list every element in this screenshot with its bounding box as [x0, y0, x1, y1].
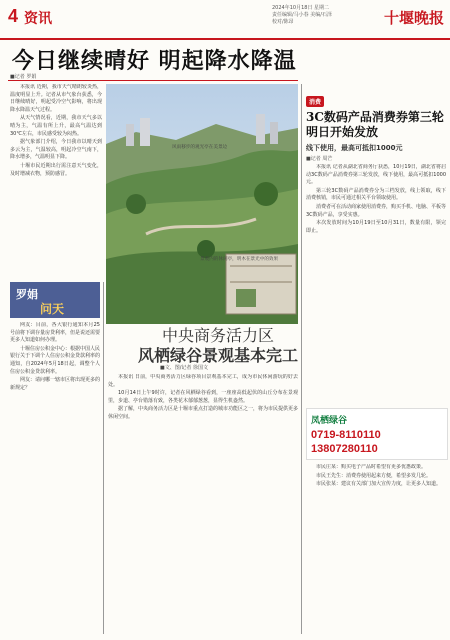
- paragraph: 本报讯 日前，中央商务活力区绿谷项目景观基本完工，成为市民休闲游玩的好去处。: [108, 374, 298, 388]
- tip: 市民张某：建议有关部门加大宣传力度，让更多人知道。: [316, 481, 442, 488]
- photo-caption: 风雨移步的观光亭在美景边: [172, 145, 228, 150]
- paragraph: 据了解，中央商务活力区是十堰市重点打造的城市功能区之一，将为市民提供更多休闲空间。: [108, 406, 298, 420]
- sub-byline: ■文、图/记者 徐国文: [160, 365, 208, 371]
- right-column-divider: [301, 84, 302, 634]
- ad-phone-1: 0719-8110110: [311, 429, 381, 441]
- sub-article-subtitle: 风栖绿谷景观基本完工: [137, 346, 298, 365]
- ad-brand: 凤栖绿谷: [311, 416, 348, 426]
- paragraph: 消费者可在活动商家使用消费券，购买手机、电脑、平板等3C数码产品，享受实惠。: [306, 203, 446, 218]
- paragraph: 据气象部门介绍，今日我市以晴天到多云为主，气温较高，明起冷空气南下，降水增多，气温明显下降。: [10, 139, 102, 161]
- paragraph: 从天气情况看，近期，我市天气多以晴为主，气温有所上升，最高气温达到30℃左右，市民感受较为闷热。: [10, 115, 102, 137]
- column-body: [10, 322, 100, 634]
- column-title: 罗娟: [16, 288, 38, 301]
- editor-line: 责任编辑/马小春 美编/石泽: [272, 12, 332, 18]
- main-byline: ■记者 罗娟: [10, 74, 37, 80]
- main-article-body: [10, 84, 102, 276]
- photo-caption-2: 景观内的休闲亭，明木在景光中的效果: [200, 257, 279, 262]
- paragraph: 本报讯 近期，我市天气晴朗较炎热，温度明显上升。记者从市气象台获悉，今日继续晴好，明起受冷空气影响，将出现降水降温天气过程。: [10, 84, 102, 113]
- paragraph: 十堰住房公积金中心：根据中国人民银行关于下调个人住房公积金贷款利率的通知，自2024年5月18日起，调整个人住房公积金贷款利率。: [10, 345, 100, 375]
- paragraph: 网友：请问哪一辖市区将出现更多的新规定？: [10, 377, 100, 391]
- right-tips: [306, 464, 446, 634]
- sub-article-title: 中央商务活力区: [161, 326, 274, 345]
- paragraph: 网友：目前，各大银行通知本月25号前将下调存量房贷利率，但是说还需要更多人知道如何办理。: [10, 322, 100, 344]
- newspaper-logo: 十堰晚报: [384, 9, 445, 27]
- park-landscape-photo: [106, 84, 298, 324]
- date-line: 2024年10月18日 星期二: [272, 5, 330, 11]
- right-article-body: [306, 164, 446, 402]
- advertisement: [306, 408, 448, 460]
- issue-meta: [272, 5, 382, 26]
- section-number: 4: [8, 6, 19, 26]
- paragraph: 10月14日上午9时许，记者在风栖绿谷看到，一座座高低起伏的山丘分布在景观里，步道、亭台错落有致，各类花木郁郁葱葱，显得生机盎然。: [108, 390, 298, 404]
- column-divider: [103, 282, 104, 634]
- paragraph: 本次发放时间为10月19日至10月31日，数量有限，领完即止。: [306, 220, 446, 234]
- ad-phone-2: 13807280110: [311, 443, 378, 455]
- right-headline: 3C数码产品消费券第三轮明日开始发放: [306, 110, 444, 139]
- right-subhead: 线下使用，最高可抵扣1000元: [306, 144, 403, 152]
- headline-rule: [8, 80, 298, 81]
- paragraph: 十堰市民近期出行需注意天气变化，及时增减衣物，预防感冒。: [10, 162, 102, 177]
- column-banner: [10, 282, 100, 318]
- page-header: [0, 0, 450, 40]
- sub-article-body: [108, 374, 298, 634]
- proof-line: 校对/陈昂: [272, 19, 294, 25]
- main-headline: 今日继续晴好 明起降水降温: [12, 48, 297, 74]
- right-byline: ■记者 周芒: [306, 156, 333, 162]
- category-tag: 消费: [306, 96, 324, 107]
- column-subtitle: 问天: [40, 302, 65, 316]
- paragraph: 第三轮3C数码产品消费券分为三档发放，线上领取，线下消费核销，市民可通过相关平台领取使用。: [306, 187, 446, 202]
- section-name: 资讯: [24, 11, 52, 27]
- tip: 市民王先生：消费券使用起来方便，希望多发几轮。: [316, 472, 432, 479]
- paragraph: 本报讯 记者从湖北省商务厅获悉，10月19日，湖北省将启动3C数码产品消费券第三轮发放，线下使用，最高可抵扣1000元。: [306, 164, 446, 186]
- main-photo: [106, 84, 298, 324]
- tip: 市民庄某：购买电子产品时希望有更多优惠政策。: [316, 464, 427, 470]
